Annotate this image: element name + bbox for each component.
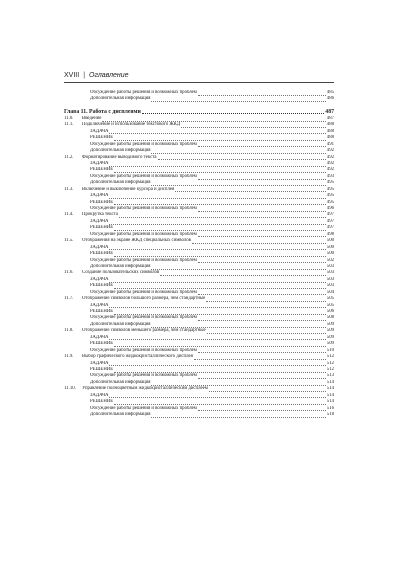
- toc-leader-dots: [198, 232, 326, 237]
- toc-entry-page: 512: [326, 354, 334, 360]
- toc-entry-page: 495: [326, 180, 334, 186]
- toc-entry-page: 493: [326, 173, 334, 179]
- toc-entry-title: Введение: [82, 115, 102, 121]
- toc-entry-page: 500: [326, 244, 334, 250]
- toc-entry-title: Дополнительная информация: [90, 180, 151, 186]
- toc-entry-page: 497: [326, 218, 334, 224]
- toc-entry-title: Обсуждение работы решения и возможных проблем: [90, 141, 197, 147]
- toc-leader-dots: [102, 117, 325, 122]
- toc-entry-page: 513: [326, 373, 334, 379]
- toc-entry-title: ЗАДАЧА: [90, 244, 109, 250]
- toc-entry-page: 509: [326, 328, 334, 334]
- toc-entry-number: 11.4.: [64, 212, 74, 218]
- toc-entry-title: Обсуждение работы решения и возможных проблем: [90, 405, 197, 411]
- toc-entry-page: 512: [326, 366, 334, 372]
- toc-entry-page: 509: [326, 334, 334, 340]
- toc-entry-page: 492: [326, 167, 334, 173]
- toc-entry: [64, 96, 334, 102]
- toc-entry-number: 11.2.: [64, 154, 74, 160]
- toc-entry-title: Отображение символов большого размера, чем стандартные: [82, 296, 206, 302]
- toc-leader-dots: [181, 123, 326, 128]
- toc-entry-title: ЗАДАЧА: [90, 218, 109, 224]
- toc-entry-page: 514: [326, 399, 334, 405]
- toc-entry-title: Прокрутка текста: [82, 212, 118, 218]
- toc-entry-title: Глава 11. Работа с дисплеями: [64, 108, 141, 115]
- toc-entry-number: 11.8.: [64, 328, 74, 334]
- toc-entry-page: 503: [326, 283, 334, 289]
- toc-leader-dots: [114, 310, 326, 315]
- toc-entry-page: 495: [326, 199, 334, 205]
- toc-leader-dots: [151, 381, 325, 386]
- table-of-contents: [64, 90, 334, 418]
- toc-leader-dots: [192, 239, 326, 244]
- toc-leader-dots: [114, 168, 326, 173]
- toc-entry-page: 503: [326, 263, 334, 269]
- toc-entry-page: 503: [326, 270, 334, 276]
- toc-entry-page: 504: [326, 289, 334, 295]
- toc-leader-dots: [114, 226, 326, 231]
- toc-entry-page: 486: [326, 96, 334, 102]
- toc-leader-dots: [109, 278, 325, 283]
- toc-entry-title: РЕШЕНИЕ: [90, 251, 114, 257]
- toc-entry-number: 11.0.: [64, 115, 74, 121]
- toc-leader-dots: [206, 297, 326, 302]
- toc-entry-title: ЗАДАЧА: [90, 302, 109, 308]
- toc-leader-dots: [151, 97, 325, 102]
- toc-entry-page: 514: [326, 392, 334, 398]
- toc-leader-dots: [198, 142, 326, 147]
- toc-leader-dots: [114, 136, 326, 141]
- toc-entry-title: Обсуждение работы решения и возможных проблем: [90, 206, 197, 211]
- toc-entry-title: Обсуждение работы решения и возможных проблем: [90, 289, 197, 295]
- toc-leader-dots: [151, 413, 325, 418]
- toc-leader-dots: [142, 109, 324, 114]
- toc-leader-dots: [109, 245, 325, 250]
- toc-entry-page: 516: [326, 405, 334, 411]
- page-header: [64, 72, 334, 79]
- toc-entry-title: Обсуждение работы решения и возможных проблем: [90, 347, 197, 353]
- toc-entry-title: Обсуждение работы решения и возможных проблем: [90, 231, 197, 237]
- toc-leader-dots: [198, 374, 326, 379]
- toc-entry-page: 497: [326, 225, 334, 231]
- toc-leader-dots: [198, 406, 326, 411]
- toc-entry-page: 495: [326, 186, 334, 192]
- toc-entry-title: Дополнительная информация: [90, 148, 151, 154]
- toc-leader-dots: [114, 368, 326, 373]
- toc-entry-page: 509: [326, 321, 334, 327]
- toc-entry-title: Обсуждение работы решения и возможных проблем: [90, 90, 197, 95]
- toc-leader-dots: [114, 252, 326, 257]
- toc-entry-title: Отображение символов меньшего размера, чем стандартные: [82, 328, 206, 334]
- toc-leader-dots: [209, 387, 326, 392]
- toc-entry-page: 500: [326, 238, 334, 244]
- toc-entry-number: 11.10.: [64, 386, 76, 392]
- toc-leader-dots: [198, 175, 326, 180]
- toc-entry-title: ЗАДАЧА: [90, 128, 109, 134]
- toc-entry-page: 506: [326, 309, 334, 314]
- toc-entry-page: 492: [326, 154, 334, 160]
- toc-entry-number: 11.7.: [64, 296, 74, 302]
- toc-entry-number: 11.9.: [64, 354, 74, 360]
- toc-entry-page: 487: [325, 108, 334, 115]
- toc-leader-dots: [114, 284, 326, 289]
- toc-entry-title: ЗАДАЧА: [90, 392, 109, 398]
- toc-entry-title: Создание пользовательских символов: [82, 270, 160, 276]
- toc-leader-dots: [109, 303, 325, 308]
- toc-chapter-entry: [64, 108, 334, 116]
- toc-entry-title: Дополнительная информация: [90, 263, 151, 269]
- toc-leader-dots: [114, 342, 326, 347]
- toc-entry-title: Обсуждение работы решения и возможных проблем: [90, 173, 197, 179]
- toc-entry-page: 503: [326, 276, 334, 282]
- toc-entry-title: ЗАДАЧА: [90, 276, 109, 282]
- toc-entry-page: 492: [326, 148, 334, 154]
- toc-entry-title: Дополнительная информация: [90, 321, 151, 327]
- toc-leader-dots: [198, 316, 326, 321]
- toc-entry-title: Дополнительная информация: [90, 96, 151, 102]
- toc-entry-page: 508: [326, 315, 334, 321]
- toc-entry-title: Обсуждение работы решения и возможных проблем: [90, 315, 197, 321]
- toc-entry-page: 492: [326, 160, 334, 166]
- toc-leader-dots: [175, 187, 326, 192]
- toc-entry-number: 11.5.: [64, 238, 74, 244]
- toc-entry-title: ЗАДАЧА: [90, 360, 109, 366]
- toc-entry-title: РЕШЕНИЕ: [90, 199, 114, 205]
- toc-leader-dots: [160, 271, 326, 276]
- toc-entry-title: РЕШЕНИЕ: [90, 225, 114, 231]
- toc-entry-page: 498: [326, 231, 334, 237]
- toc-leader-dots: [198, 258, 326, 263]
- toc-entry-number: 11.6.: [64, 270, 74, 276]
- toc-entry-page: 502: [326, 257, 334, 263]
- toc-leader-dots: [109, 361, 325, 366]
- toc-leader-dots: [151, 149, 325, 154]
- toc-entry-title: Отображения на экране ЖКД специальных символов: [82, 238, 191, 244]
- toc-entry-title: Выбор графического жидкокристаллического дисплея: [82, 354, 193, 360]
- toc-entry-page: 510: [326, 347, 334, 353]
- toc-entry-title: РЕШЕНИЕ: [90, 309, 114, 314]
- toc-leader-dots: [109, 335, 325, 340]
- toc-leader-dots: [151, 265, 325, 270]
- toc-entry-page: 514: [326, 386, 334, 392]
- toc-entry-title: Дополнительная информация: [90, 379, 151, 385]
- toc-leader-dots: [198, 290, 326, 295]
- toc-entry-title: РЕШЕНИЕ: [90, 135, 114, 141]
- toc-entry-title: РЕШЕНИЕ: [90, 366, 114, 372]
- toc-entry-page: 500: [326, 251, 334, 257]
- toc-leader-dots: [114, 400, 326, 405]
- toc-entry-title: ЗАДАЧА: [90, 193, 109, 199]
- toc-leader-dots: [194, 355, 326, 360]
- toc-leader-dots: [198, 348, 326, 353]
- toc-entry-page: 488: [326, 122, 334, 128]
- toc-entry-title: Управление полноцветным жидкокристаллическим дисплеем: [82, 386, 208, 392]
- toc-entry-title: ЗАДАЧА: [90, 334, 109, 340]
- toc-entry: [64, 412, 334, 418]
- toc-entry-page: 497: [326, 212, 334, 218]
- toc-entry-title: Включение и выключение курсора и дисплея: [82, 186, 175, 192]
- toc-entry-title: Обсуждение работы решения и возможных проблем: [90, 373, 197, 379]
- toc-leader-dots: [151, 181, 325, 186]
- header-separator: |: [83, 72, 86, 79]
- toc-entry-page: 488: [326, 128, 334, 134]
- toc-entry-title: Форматирование выводимого текста: [82, 154, 157, 160]
- toc-entry-title: РЕШЕНИЕ: [90, 399, 114, 405]
- toc-leader-dots: [109, 194, 325, 199]
- toc-leader-dots: [119, 213, 326, 218]
- header-page-number: XVIII: [64, 72, 80, 79]
- toc-leader-dots: [198, 91, 326, 96]
- toc-leader-dots: [109, 393, 325, 398]
- toc-entry-page: 487: [326, 115, 334, 121]
- toc-entry-page: 505: [326, 296, 334, 302]
- toc-leader-dots: [198, 207, 326, 212]
- toc-entry-title: РЕШЕНИЕ: [90, 283, 114, 289]
- toc-leader-dots: [109, 220, 325, 225]
- toc-entry-title: ЗАДАЧА: [90, 160, 109, 166]
- toc-entry-title: Дополнительная информация: [90, 412, 151, 417]
- toc-entry-page: 509: [326, 341, 334, 347]
- toc-entry-title: РЕШЕНИЕ: [90, 167, 114, 173]
- toc-leader-dots: [109, 129, 325, 134]
- toc-entry-page: 485: [326, 90, 334, 95]
- toc-entry-page: 512: [326, 360, 334, 366]
- toc-entry-page: 514: [326, 379, 334, 385]
- toc-entry-page: 518: [326, 412, 334, 417]
- toc-entry-page: 488: [326, 135, 334, 141]
- toc-entry-page: 496: [326, 206, 334, 211]
- header-title: Оглавление: [89, 72, 129, 79]
- toc-leader-dots: [158, 155, 326, 160]
- toc-entry-title: РЕШЕНИЕ: [90, 341, 114, 347]
- toc-entry-number: 11.1.: [64, 122, 74, 128]
- toc-leader-dots: [114, 200, 326, 205]
- toc-entry-page: 505: [326, 302, 334, 308]
- toc-leader-dots: [109, 162, 325, 167]
- toc-entry-page: 491: [326, 141, 334, 147]
- header-rule: [64, 82, 334, 83]
- toc-entry-number: 11.3.: [64, 186, 74, 192]
- toc-leader-dots: [151, 323, 325, 328]
- toc-entry-page: 495: [326, 193, 334, 199]
- toc-entry-title: Обсуждение работы решения и возможных проблем: [90, 257, 197, 263]
- toc-entry-title: Подключение и использование текстового ЖКД: [82, 122, 181, 128]
- toc-leader-dots: [207, 329, 326, 334]
